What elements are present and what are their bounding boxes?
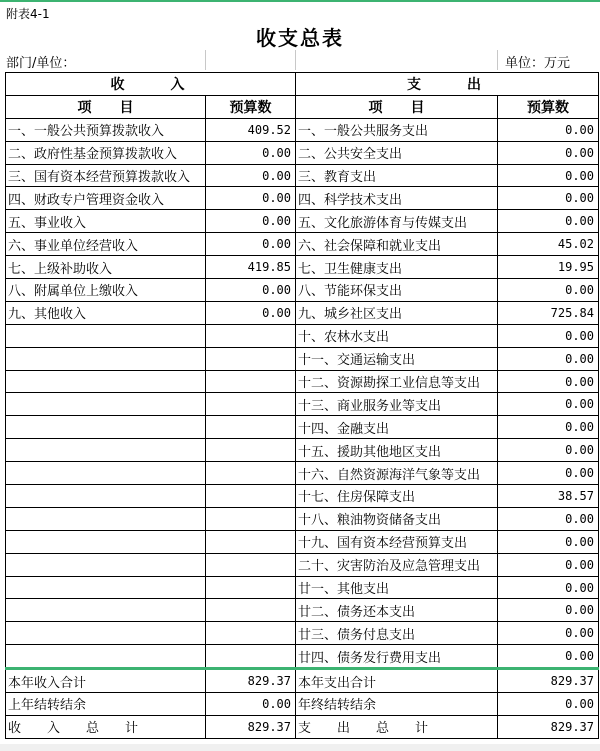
income-value-cell[interactable]: 829.37 (206, 669, 296, 693)
top-border (0, 0, 600, 2)
expense-value-cell[interactable]: 0.00 (498, 118, 599, 141)
expense-item-cell[interactable]: 支 出 总 计 (296, 715, 498, 738)
income-item-header[interactable]: 项 目 (6, 95, 206, 118)
table-row (6, 370, 599, 393)
income-value-cell[interactable] (206, 347, 296, 370)
income-value-cell[interactable] (206, 439, 296, 462)
column-divider (497, 50, 498, 70)
income-item-cell[interactable]: 三、国有资本经营预算拨款收入 (6, 164, 206, 187)
income-value-cell[interactable] (206, 553, 296, 576)
expense-item-cell[interactable]: 廿三、债务付息支出 (296, 622, 498, 645)
income-value-cell[interactable] (206, 462, 296, 485)
expense-value-cell[interactable]: 45.02 (498, 233, 599, 256)
income-item-cell[interactable]: 九、其他收入 (6, 301, 206, 324)
unit-label: 单位：万元 (504, 56, 570, 71)
expense-item-cell[interactable]: 一、一般公共服务支出 (296, 118, 498, 141)
dept-label: 部门/单位： (6, 56, 76, 71)
expense-value-cell[interactable]: 0.00 (498, 187, 599, 210)
summary-row (6, 715, 599, 738)
expense-value-cell[interactable]: 0.00 (498, 393, 599, 416)
income-item-cell[interactable]: 六、事业单位经营收入 (6, 233, 206, 256)
income-item-cell[interactable]: 五、事业收入 (6, 210, 206, 233)
income-value-cell[interactable] (206, 370, 296, 393)
expense-value-cell[interactable]: 0.00 (498, 507, 599, 530)
income-item-cell[interactable] (6, 599, 206, 622)
expense-item-cell[interactable]: 十五、援助其他地区支出 (296, 439, 498, 462)
expense-value-cell[interactable]: 0.00 (498, 164, 599, 187)
expense-item-cell[interactable]: 廿一、其他支出 (296, 576, 498, 599)
expense-value-cell[interactable]: 0.00 (498, 416, 599, 439)
category-header-row (6, 73, 599, 96)
income-item-cell[interactable] (6, 416, 206, 439)
table-row (6, 507, 599, 530)
expense-value-cell[interactable]: 0.00 (498, 462, 599, 485)
expense-item-cell[interactable]: 年终结转结余 (296, 693, 498, 716)
table-row (6, 576, 599, 599)
income-item-cell[interactable]: 一、一般公共预算拨款收入 (6, 118, 206, 141)
summary-row (6, 669, 599, 693)
income-item-cell[interactable] (6, 370, 206, 393)
expense-item-header[interactable]: 项 目 (296, 95, 498, 118)
income-value-cell[interactable]: 409.52 (206, 118, 296, 141)
expense-item-cell[interactable]: 十七、住房保障支出 (296, 485, 498, 508)
income-header[interactable]: 收 入 (6, 73, 296, 96)
income-item-cell[interactable]: 七、上级补助收入 (6, 256, 206, 279)
table-row (6, 393, 599, 416)
table-tag: 附表4-1 (6, 7, 50, 21)
table-row (6, 118, 599, 141)
expense-value-cell[interactable]: 0.00 (498, 622, 599, 645)
income-value-cell[interactable] (206, 393, 296, 416)
column-divider (205, 50, 206, 70)
table-row (6, 141, 599, 164)
income-item-cell[interactable] (6, 622, 206, 645)
expense-value-cell[interactable]: 829.37 (498, 669, 599, 693)
income-value-cell[interactable]: 0.00 (206, 187, 296, 210)
income-item-cell[interactable] (6, 576, 206, 599)
table-row (6, 256, 599, 279)
expense-value-cell[interactable]: 0.00 (498, 439, 599, 462)
income-value-cell[interactable]: 0.00 (206, 164, 296, 187)
summary-row (6, 693, 599, 716)
expense-value-cell[interactable]: 38.57 (498, 485, 599, 508)
income-budget-header[interactable]: 预算数 (206, 95, 296, 118)
income-value-cell[interactable] (206, 599, 296, 622)
income-value-cell[interactable] (206, 324, 296, 347)
dept-row (0, 50, 600, 70)
table-row (6, 645, 599, 669)
table-row (6, 324, 599, 347)
expense-item-cell[interactable]: 廿四、债务发行费用支出 (296, 645, 498, 669)
expense-item-cell[interactable]: 廿二、债务还本支出 (296, 599, 498, 622)
expense-value-cell[interactable]: 0.00 (498, 370, 599, 393)
sheet-scroll-strip[interactable] (0, 744, 600, 751)
income-item-cell[interactable] (6, 462, 206, 485)
income-item-cell[interactable] (6, 507, 206, 530)
expense-item-cell[interactable]: 四、科学技术支出 (296, 187, 498, 210)
expense-item-cell[interactable]: 五、文化旅游体育与传媒支出 (296, 210, 498, 233)
table-row (6, 439, 599, 462)
table-row (6, 233, 599, 256)
expense-item-cell[interactable]: 十二、资源勘探工业信息等支出 (296, 370, 498, 393)
income-item-cell[interactable] (6, 645, 206, 669)
expense-value-cell[interactable]: 0.00 (498, 324, 599, 347)
expense-item-cell[interactable]: 十三、商业服务业等支出 (296, 393, 498, 416)
income-item-cell[interactable] (6, 530, 206, 553)
page-title: 收支总表 (256, 26, 344, 50)
table-row (6, 530, 599, 553)
expense-budget-header[interactable]: 预算数 (498, 95, 599, 118)
expense-value-cell[interactable]: 0.00 (498, 141, 599, 164)
income-item-cell[interactable] (6, 324, 206, 347)
expense-value-cell[interactable]: 0.00 (498, 645, 599, 669)
table-row (6, 485, 599, 508)
income-value-cell[interactable] (206, 576, 296, 599)
income-item-cell[interactable] (6, 393, 206, 416)
expense-value-cell[interactable]: 0.00 (498, 210, 599, 233)
expense-value-cell[interactable]: 0.00 (498, 530, 599, 553)
expense-item-cell[interactable]: 二、公共安全支出 (296, 141, 498, 164)
income-value-cell[interactable]: 0.00 (206, 141, 296, 164)
expense-value-cell[interactable]: 725.84 (498, 301, 599, 324)
column-divider (295, 50, 296, 70)
income-item-cell[interactable]: 八、附属单位上缴收入 (6, 279, 206, 302)
income-value-cell[interactable] (206, 485, 296, 508)
table-row (6, 301, 599, 324)
table-row (6, 187, 599, 210)
income-item-cell[interactable] (6, 439, 206, 462)
income-value-cell[interactable] (206, 416, 296, 439)
expense-item-cell[interactable]: 本年支出合计 (296, 669, 498, 693)
expense-item-cell[interactable]: 十、农林水支出 (296, 324, 498, 347)
expense-item-cell[interactable]: 十八、粮油物资储备支出 (296, 507, 498, 530)
expense-item-cell[interactable]: 十一、交通运输支出 (296, 347, 498, 370)
income-item-cell[interactable]: 收 入 总 计 (6, 715, 206, 738)
expense-item-cell[interactable]: 二十、灾害防治及应急管理支出 (296, 553, 498, 576)
expense-value-cell[interactable]: 0.00 (498, 599, 599, 622)
expense-value-cell[interactable]: 0.00 (498, 279, 599, 302)
income-value-cell[interactable]: 0.00 (206, 233, 296, 256)
expense-item-cell[interactable]: 七、卫生健康支出 (296, 256, 498, 279)
table-row (6, 462, 599, 485)
expense-value-cell[interactable]: 0.00 (498, 693, 599, 716)
income-value-cell[interactable]: 0.00 (206, 693, 296, 716)
income-value-cell[interactable] (206, 530, 296, 553)
budget-table (5, 72, 599, 739)
income-value-cell[interactable] (206, 507, 296, 530)
expense-item-cell[interactable]: 三、教育支出 (296, 164, 498, 187)
table-row (6, 599, 599, 622)
expense-item-cell[interactable]: 十六、自然资源海洋气象等支出 (296, 462, 498, 485)
income-item-cell[interactable]: 本年收入合计 (6, 669, 206, 693)
table-row (6, 210, 599, 233)
expense-value-cell[interactable]: 0.00 (498, 576, 599, 599)
income-item-cell[interactable] (6, 347, 206, 370)
income-item-cell[interactable]: 上年结转结余 (6, 693, 206, 716)
expense-value-cell[interactable]: 19.95 (498, 256, 599, 279)
income-item-cell[interactable]: 二、政府性基金预算拨款收入 (6, 141, 206, 164)
income-value-cell[interactable] (206, 645, 296, 669)
income-value-cell[interactable]: 829.37 (206, 715, 296, 738)
table-row (6, 622, 599, 645)
expense-value-cell[interactable]: 829.37 (498, 715, 599, 738)
expense-value-cell[interactable]: 0.00 (498, 347, 599, 370)
expense-header[interactable]: 支 出 (296, 73, 599, 96)
income-value-cell[interactable]: 0.00 (206, 301, 296, 324)
income-item-cell[interactable]: 四、财政专户管理资金收入 (6, 187, 206, 210)
income-item-cell[interactable] (6, 485, 206, 508)
table-row (6, 279, 599, 302)
expense-item-cell[interactable]: 九、城乡社区支出 (296, 301, 498, 324)
income-item-cell[interactable] (6, 553, 206, 576)
expense-item-cell[interactable]: 十四、金融支出 (296, 416, 498, 439)
income-value-cell[interactable]: 419.85 (206, 256, 296, 279)
column-header-row (6, 95, 599, 118)
table-row (6, 553, 599, 576)
income-value-cell[interactable]: 0.00 (206, 279, 296, 302)
table-row (6, 416, 599, 439)
expense-value-cell[interactable]: 0.00 (498, 553, 599, 576)
expense-item-cell[interactable]: 六、社会保障和就业支出 (296, 233, 498, 256)
income-value-cell[interactable]: 0.00 (206, 210, 296, 233)
expense-item-cell[interactable]: 八、节能环保支出 (296, 279, 498, 302)
table-row (6, 347, 599, 370)
expense-item-cell[interactable]: 十九、国有资本经营预算支出 (296, 530, 498, 553)
table-row (6, 164, 599, 187)
income-value-cell[interactable] (206, 622, 296, 645)
